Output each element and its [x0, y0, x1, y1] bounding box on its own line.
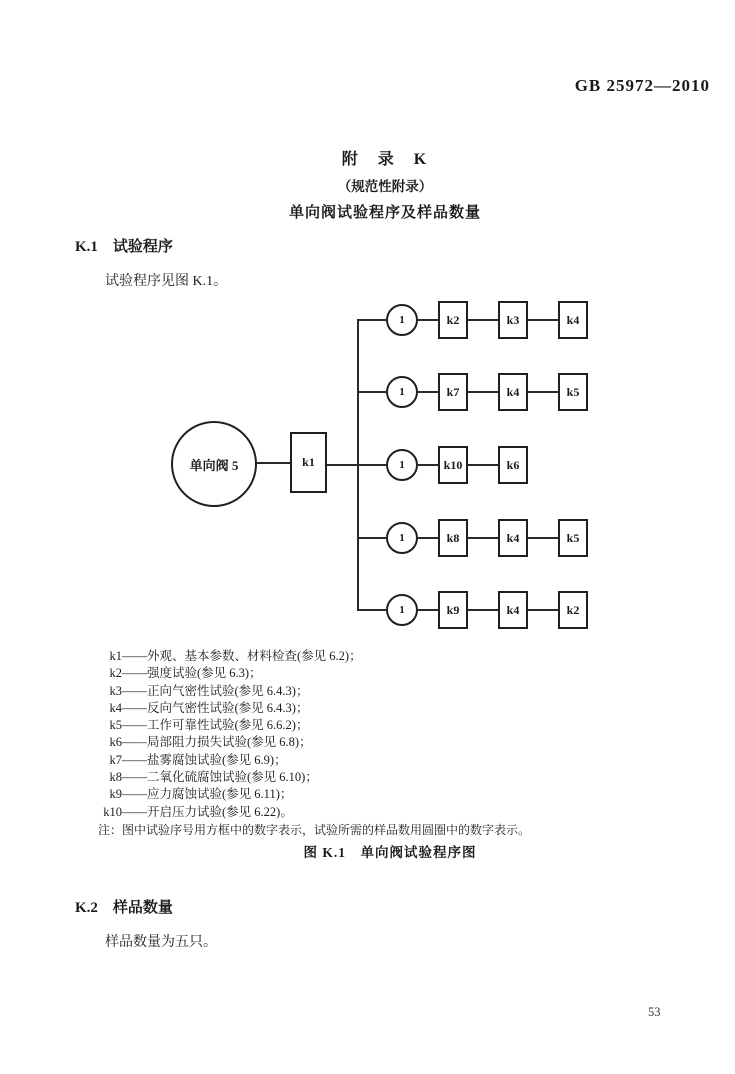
count-label: 1 — [399, 314, 405, 326]
step-node — [438, 373, 468, 411]
connector-line — [357, 609, 386, 611]
count-node — [386, 304, 418, 336]
step-label: k4 — [506, 530, 520, 545]
step-label: k2 — [566, 602, 580, 617]
figure-legend — [98, 648, 362, 821]
step-node — [498, 519, 528, 557]
step-node — [498, 373, 528, 411]
step-label: k10 — [443, 457, 463, 472]
step-node — [498, 446, 528, 484]
connector-line — [468, 464, 498, 466]
figure-caption: 图 K.1 单向阀试验程序图 — [303, 845, 477, 860]
source-node — [171, 421, 257, 507]
connector-line — [357, 319, 386, 321]
step-node — [498, 301, 528, 339]
legend-item — [98, 683, 362, 700]
connector-line — [528, 609, 558, 611]
connector-line — [418, 464, 438, 466]
step-label: k3 — [506, 312, 520, 327]
connector-line — [528, 391, 558, 393]
step-label: k8 — [446, 530, 460, 545]
step-node — [498, 591, 528, 629]
connector-line — [357, 537, 386, 539]
standard-number: GB 25972—2010 — [574, 76, 710, 95]
legend-desc: ——盐雾腐蚀试验(参见 6.9)； — [122, 752, 287, 767]
step-label: k7 — [446, 384, 460, 399]
legend-item — [98, 665, 362, 682]
step-node — [558, 591, 588, 629]
count-node — [386, 522, 418, 554]
step-node — [438, 591, 468, 629]
step-node — [438, 519, 468, 557]
step-label: k4 — [506, 384, 520, 399]
step-node — [438, 301, 468, 339]
legend-key: k4 — [109, 700, 122, 715]
step-node — [558, 519, 588, 557]
step-label: k4 — [506, 602, 520, 617]
legend-key: k1 — [109, 649, 122, 663]
legend-item — [98, 648, 362, 665]
section-k1-body: 试验程序见图 K.1。 — [105, 274, 228, 289]
step-node — [558, 301, 588, 339]
connector-line — [418, 609, 438, 611]
connector-line — [257, 462, 290, 464]
connector-line — [418, 391, 438, 393]
step-label: k5 — [566, 384, 580, 399]
step-node — [438, 446, 468, 484]
legend-desc: ——应力腐蚀试验(参见 6.11)； — [122, 787, 293, 802]
root-node-label: k1 — [302, 455, 315, 469]
appendix-subtitle: （规范性附录） — [337, 179, 433, 194]
section-k2-body: 样品数量为五只。 — [105, 935, 217, 950]
spine-line — [357, 319, 359, 611]
legend-desc: ——二氧化硫腐蚀试验(参见 6.10)； — [122, 770, 318, 785]
count-label: 1 — [399, 386, 405, 398]
section-k1-heading: K.1 试验程序 — [75, 239, 173, 255]
connector-line — [468, 537, 498, 539]
step-label: k4 — [566, 312, 580, 327]
step-label: k6 — [506, 457, 520, 472]
legend-key: k10 — [103, 804, 122, 819]
count-label: 1 — [399, 459, 405, 471]
appendix-title: 附 录 K — [341, 151, 429, 168]
connector-line — [528, 319, 558, 321]
figure-note: 注：图中试验序号用方框中的数字表示，试验所需的样品数用圆圈中的数字表示。 — [98, 823, 531, 837]
step-label: k9 — [446, 602, 460, 617]
legend-key: k5 — [109, 718, 122, 733]
legend-key: k8 — [109, 770, 122, 785]
legend-key: k2 — [109, 666, 122, 681]
step-label: k2 — [446, 312, 460, 327]
count-node — [386, 449, 418, 481]
legend-key: k3 — [109, 683, 122, 698]
legend-item — [98, 786, 362, 803]
count-label: 1 — [399, 604, 405, 616]
legend-desc: ——开启压力试验(参见 6.22)。 — [122, 804, 293, 819]
step-node — [558, 373, 588, 411]
legend-item — [98, 752, 362, 769]
legend-item — [98, 769, 362, 786]
legend-item — [98, 700, 362, 717]
connector-line — [418, 319, 438, 321]
legend-desc: ——局部阻力损失试验(参见 6.8)； — [122, 735, 312, 750]
connector-line — [468, 319, 498, 321]
connector-line — [468, 391, 498, 393]
connector-line — [418, 537, 438, 539]
connector-line — [357, 391, 386, 393]
legend-desc: ——工作可靠性试验(参见 6.6.2)； — [122, 718, 309, 733]
legend-key: k6 — [109, 735, 122, 750]
section-k2-heading: K.2 样品数量 — [75, 900, 173, 916]
legend-item — [98, 734, 362, 751]
page-number: 53 — [648, 1005, 661, 1019]
count-node — [386, 594, 418, 626]
appendix-name: 单向阀试验程序及样品数量 — [288, 205, 481, 221]
root-node — [290, 432, 327, 493]
source-node-label: 单向阀 5 — [189, 457, 239, 473]
legend-desc: ——反向气密性试验(参见 6.4.3)； — [122, 700, 309, 715]
legend-key: k9 — [109, 787, 122, 802]
connector-line — [528, 537, 558, 539]
count-node — [386, 376, 418, 408]
legend-desc: ——强度试验(参见 6.3)； — [122, 666, 262, 681]
count-label: 1 — [399, 532, 405, 544]
connector-line — [468, 609, 498, 611]
legend-key: k7 — [109, 752, 122, 767]
legend-item — [98, 717, 362, 734]
legend-item — [98, 804, 362, 821]
legend-desc: ——外观、基本参数、材料检查(参见 6.2)； — [122, 649, 362, 663]
step-label: k5 — [566, 530, 580, 545]
legend-desc: ——正向气密性试验(参见 6.4.3)； — [122, 683, 309, 698]
